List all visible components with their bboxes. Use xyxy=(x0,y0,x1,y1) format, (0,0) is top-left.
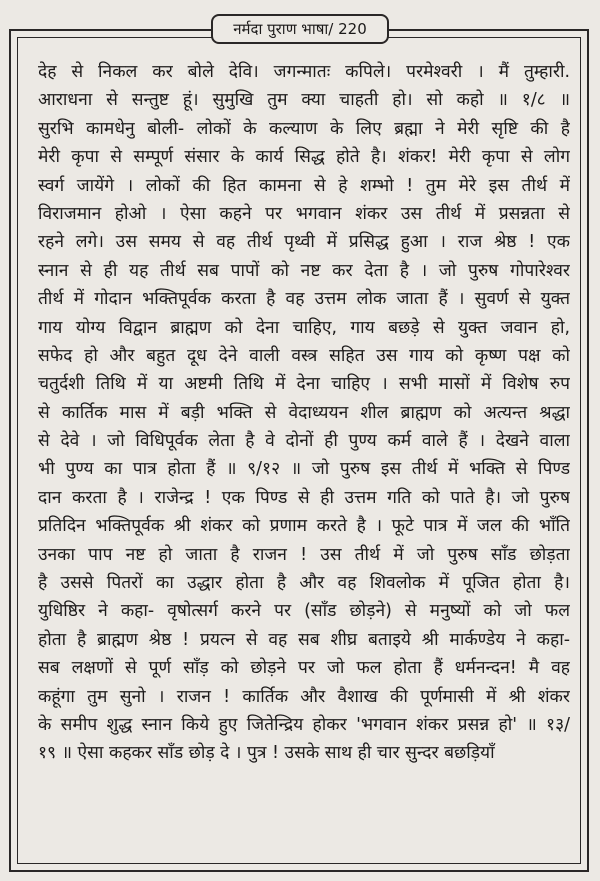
text-line: सब लक्षणों से पूर्ण साँड़ को छोड़ने पर जो फल होता हैं धर्मनन्दन! मै वह xyxy=(38,658,570,679)
text-line: १९ ॥ ऐसा कहकर साँड छोड़ दे । पुत्र ! उसके साथ ही चार सुन्दर बछड़ियाँ xyxy=(38,743,495,764)
text-line: सफेद हो और बहुत दूध देने वाली वस्त्र सहित उस गाय को कृष्ण पक्ष को xyxy=(38,345,570,366)
text-line: दान करता है । राजेन्द्र ! एक पिण्ड से ही उत्तम गति को पाते है। जो पुरुष xyxy=(38,487,570,508)
text-line: तीर्थ में गोदान भक्तिपूर्वक करता है वह उत्तम लोक जाता हैं । सुवर्ण से युक्त xyxy=(38,289,570,310)
page-header xyxy=(211,14,389,44)
text-line: आराधना से सन्तुष्ट हूं। सुमुखि तुम क्या चाहती हो। सो कहो ॥ १/८ ॥ xyxy=(38,90,570,111)
text-line: उनका पाप नष्ट हो जाता है राजन ! उस तीर्थ में जो पुरुष साँड छोड़ता xyxy=(38,544,570,565)
text-line: चतुर्दशी तिथि में या अष्टमी तिथि में देना चाहिए । सभी मासों में विशेष रुप xyxy=(38,374,570,395)
text-line: रहने लगे। उस समय से वह तीर्थ पृथ्वी में प्रसिद्ध हुआ । राज श्रेष्ठ ! एक xyxy=(38,232,570,253)
text-line: है उससे पितरों का उद्धार होता है और वह शिवलोक में पूजित होता है। xyxy=(38,573,570,594)
text-line: विराजमान होओ । ऐसा कहने पर भगवान शंकर उस तीर्थ में प्रसन्नता से xyxy=(38,203,570,224)
text-line: कहूंगा तुम सुनो । राजन ! कार्तिक और वैशाख की पूर्णमासी में श्री शंकर xyxy=(38,686,570,707)
text-line: स्वर्ग जायेंगे । लोकों की हित कामना से हे शम्भो ! तुम मेरे इस तीर्थ में xyxy=(38,175,570,196)
text-line: होता है ब्राह्मण श्रेष्ठ ! प्रयत्न से वह सब शीघ्र बताइये श्री मार्कण्डेय ने कहा- xyxy=(38,629,570,650)
text-line: से देवे । जो विधिपूर्वक लेता है वे दोनों ही पुण्य कर्म वाले हैं । देखने वाला xyxy=(38,431,570,452)
page-body-text xyxy=(38,58,570,768)
text-line: स्नान से ही यह तीर्थ सब पापों को नष्ट कर देता है । जो पुरुष गोपारेश्वर xyxy=(38,260,570,281)
text-line: प्रतिदिन भक्तिपूर्वक श्री शंकर को प्रणाम करते है । फूटे पात्र में जल की भाँति xyxy=(38,516,570,537)
text-line: भी पुण्य का पात्र होता हैं ॥ ९/१२ ॥ जो पुरुष इस तीर्थ में भक्ति से पिण्ड xyxy=(38,459,570,480)
text-line: से कार्तिक मास में बड़ी भक्ति से वेदाध्ययन शील ब्राह्मण को अत्यन्त श्रद्धा xyxy=(38,402,570,423)
page-header-title: नर्मदा पुराण भाषा/ 220 xyxy=(233,19,367,38)
text-line: के समीप शुद्ध स्नान किये हुए जितेन्द्रिय होकर 'भगवान शंकर प्रसन्न हो' ॥ १३/ xyxy=(38,714,570,735)
text-line: गाय योग्य विद्वान ब्राह्मण को देना चाहिए, गाय बछड़े से युक्त जवान हो, xyxy=(38,317,570,338)
text-line: देह से निकल कर बोले देवि। जगन्मातः कपिले। परमेश्वरी । मैं तुम्हारी. xyxy=(38,62,570,82)
text-line: युधिष्ठिर ने कहा- वृषोत्सर्ग करने पर (साँड छोड़ने) से मनुष्यों को जो फल xyxy=(38,601,570,622)
text-line: सुरभि कामधेनु बोली- लोकों के कल्याण के लिए ब्रह्मा ने मेरी सृष्टि की है xyxy=(38,118,570,139)
text-line: मेरी कृपा से सम्पूर्ण संसार के कार्य सिद्ध होते है। शंकर! मेरी कृपा से लोग xyxy=(38,147,570,168)
